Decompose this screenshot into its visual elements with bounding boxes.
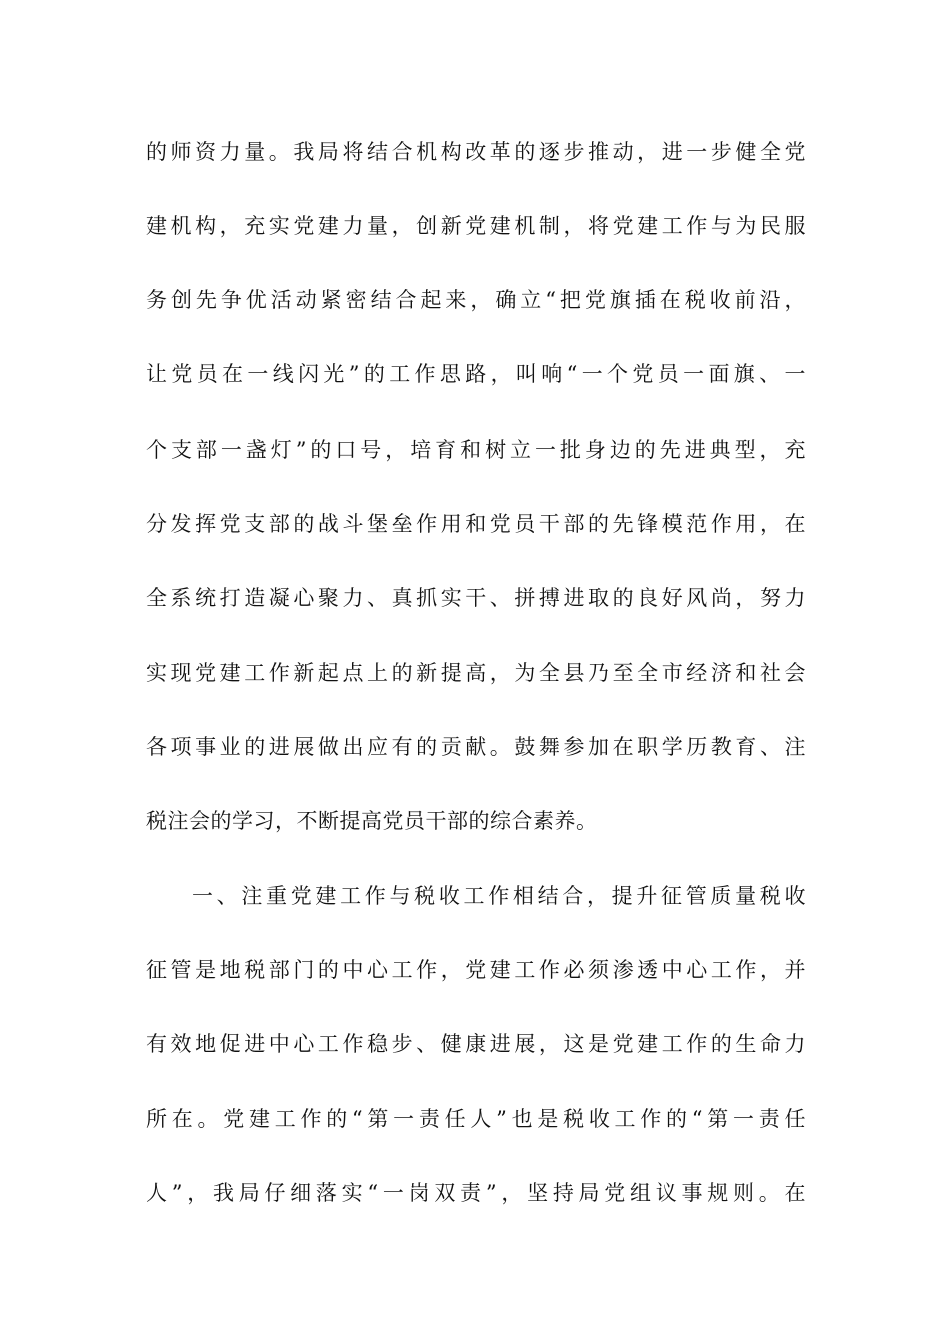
- paragraph-1-line-10: 税注会的学习，不断提高党员干部的综合素养。: [146, 809, 598, 833]
- paragraph-1-line-1: 的师资力量。我局将结合机构改革的逐步推动，进一步健全党: [146, 140, 806, 164]
- paragraph-2-line-2: 征管是地税部门的中心工作，党建工作必须渗透中心工作，并: [146, 958, 806, 982]
- paragraph-1-line-8: 实现党建工作新起点上的新提高，为全县乃至全市经济和社会: [146, 661, 806, 685]
- paragraph-2-line-1: 一、注重党建工作与税收工作相结合，提升征管质量税收: [192, 884, 806, 908]
- paragraph-1-line-5: 个支部一盏灯”的口号，培育和树立一批身边的先进典型，充: [146, 438, 806, 462]
- paragraph-2-line-3: 有效地促进中心工作稳步、健康进展，这是党建工作的生命力: [146, 1032, 806, 1056]
- paragraph-1-line-6: 分发挥党支部的战斗堡垒作用和党员干部的先锋模范作用，在: [146, 512, 806, 536]
- paragraph-2-line-4: 所在。党建工作的“第一责任人”也是税收工作的“第一责任: [146, 1107, 806, 1131]
- paragraph-1-line-7: 全系统打造凝心聚力、真抓实干、拼搏进取的良好风尚，努力: [146, 586, 806, 610]
- paragraph-1-line-4: 让党员在一线闪光”的工作思路，叫响“一个党员一面旗、一: [146, 362, 806, 386]
- paragraph-1-line-9: 各项事业的进展做出应有的贡献。鼓舞参加在职学历教育、注: [146, 735, 806, 759]
- paragraph-2-line-5: 人”，我局仔细落实“一岗双责”，坚持局党组议事规则。在: [146, 1181, 806, 1205]
- paragraph-1-line-3: 务创先争优活动紧密结合起来，确立“把党旗插在税收前沿，: [146, 288, 806, 312]
- paragraph-1-line-2: 建机构，充实党建力量，创新党建机制，将党建工作与为民服: [146, 214, 806, 238]
